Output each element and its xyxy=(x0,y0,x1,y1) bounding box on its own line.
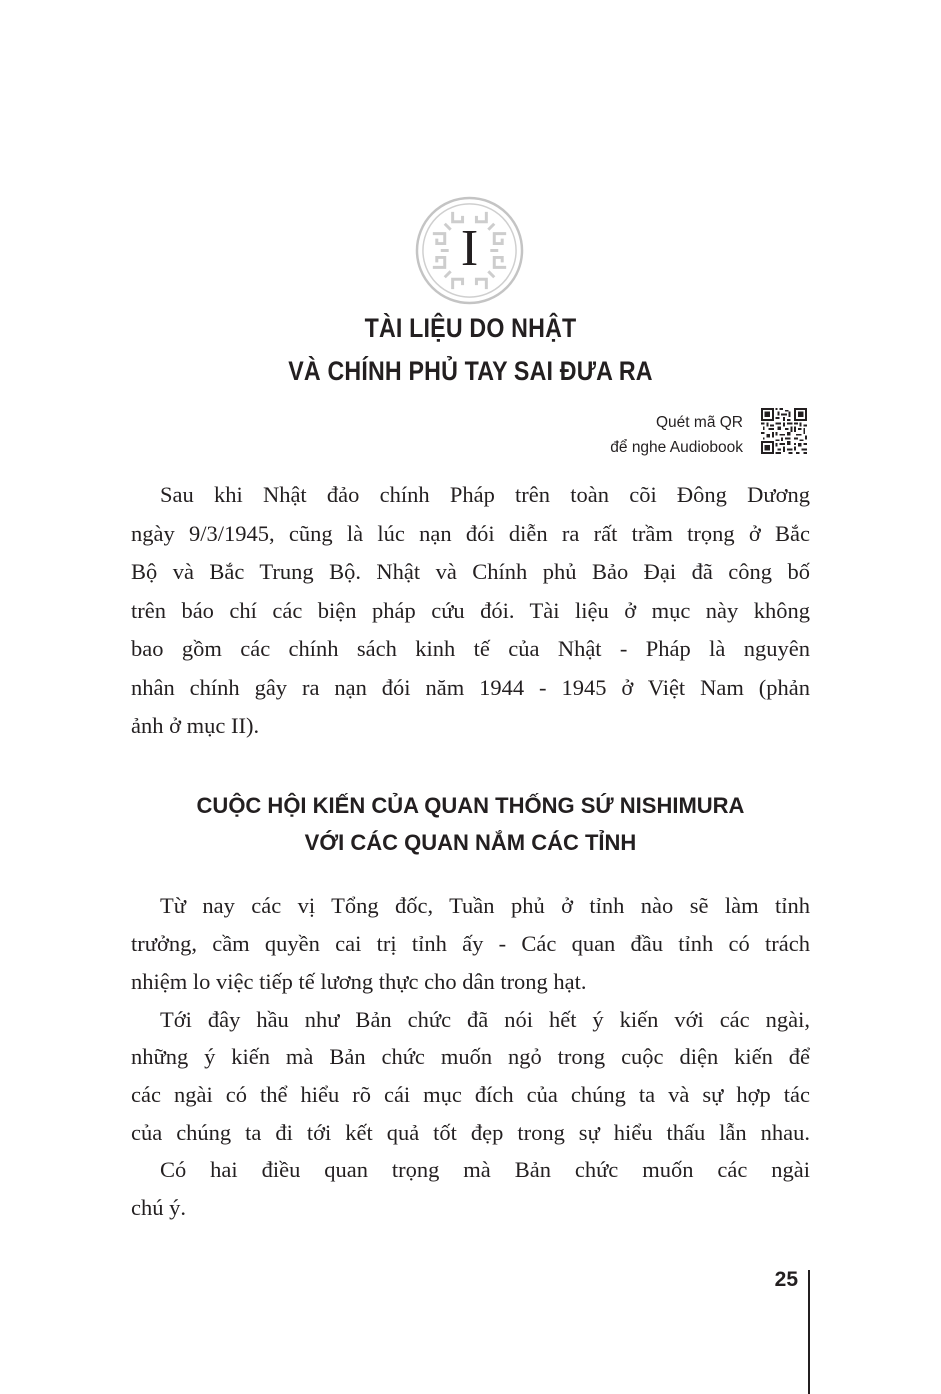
qr-code[interactable] xyxy=(761,408,807,454)
qr-caption-line-1: Quét mã QR xyxy=(656,414,743,431)
body-line: nhiệm lo việc tiếp tế lương thực cho dân trong hạt. xyxy=(131,969,587,994)
body-line: trưởng, cầm quyền cai trị tỉnh ấy - Các quan đầu tỉnh có trách xyxy=(131,931,810,956)
chapter-numeral: I xyxy=(460,220,479,277)
qr-caption-line-2: để nghe Audiobook xyxy=(610,439,743,456)
body-line: những ý kiến mà Bản chức muốn ngỏ trong cuộc diện kiến để xyxy=(131,1044,810,1069)
chapter-title-line-2: VÀ CHÍNH PHỦ TAY SAI ĐƯA RA xyxy=(288,356,653,386)
page-margin-rule xyxy=(808,1270,810,1394)
body-line: các ngài có thể hiểu rõ cái mục đích của chúng ta và sự hợp tác xyxy=(131,1082,810,1107)
qr-code-icon xyxy=(761,408,807,454)
intro-line: Bộ và Bắc Trung Bộ. Nhật và Chính phủ Bảo Đại đã công bố xyxy=(131,559,810,584)
body-line: chú ý. xyxy=(131,1195,186,1220)
chapter-title-line-1: TÀI LIỆU DO NHẬT xyxy=(364,313,577,343)
intro-line: Sau khi Nhật đảo chính Pháp trên toàn cõi Đông Dương xyxy=(160,482,810,507)
body-line: của chúng ta đi tới kết quả tốt đẹp trong sự hiểu thấu lẫn nhau. xyxy=(131,1120,810,1145)
section-title-line-1: CUỘC HỘI KIẾN CỦA QUAN THỐNG SỨ NISHIMURA xyxy=(196,793,745,818)
intro-line: ngày 9/3/1945, cũng là lúc nạn đói diễn ra rất trầm trọng ở Bắc xyxy=(131,521,810,546)
body-line: Có hai điều quan trọng mà Bản chức muốn các ngài xyxy=(160,1157,810,1182)
section-title-line-2: VỚI CÁC QUAN NẮM CÁC TỈNH xyxy=(304,830,637,855)
intro-line: bao gồm các chính sách kinh tế của Nhật - Pháp là nguyên xyxy=(131,636,810,661)
body-line: Tới đây hầu như Bản chức đã nói hết ý kiến với các ngài, xyxy=(160,1007,810,1032)
intro-line: nhân chính gây ra nạn đói năm 1944 - 1945 ở Việt Nam (phản xyxy=(131,675,810,700)
body-line: Từ nay các vị Tổng đốc, Tuần phủ ở tỉnh nào sẽ làm tỉnh xyxy=(160,893,810,918)
page-number: 25 xyxy=(774,1268,798,1291)
intro-line: trên báo chí các biện pháp cứu đói. Tài liệu ở mục này không xyxy=(131,598,810,623)
intro-line: ảnh ở mục II). xyxy=(131,713,260,738)
